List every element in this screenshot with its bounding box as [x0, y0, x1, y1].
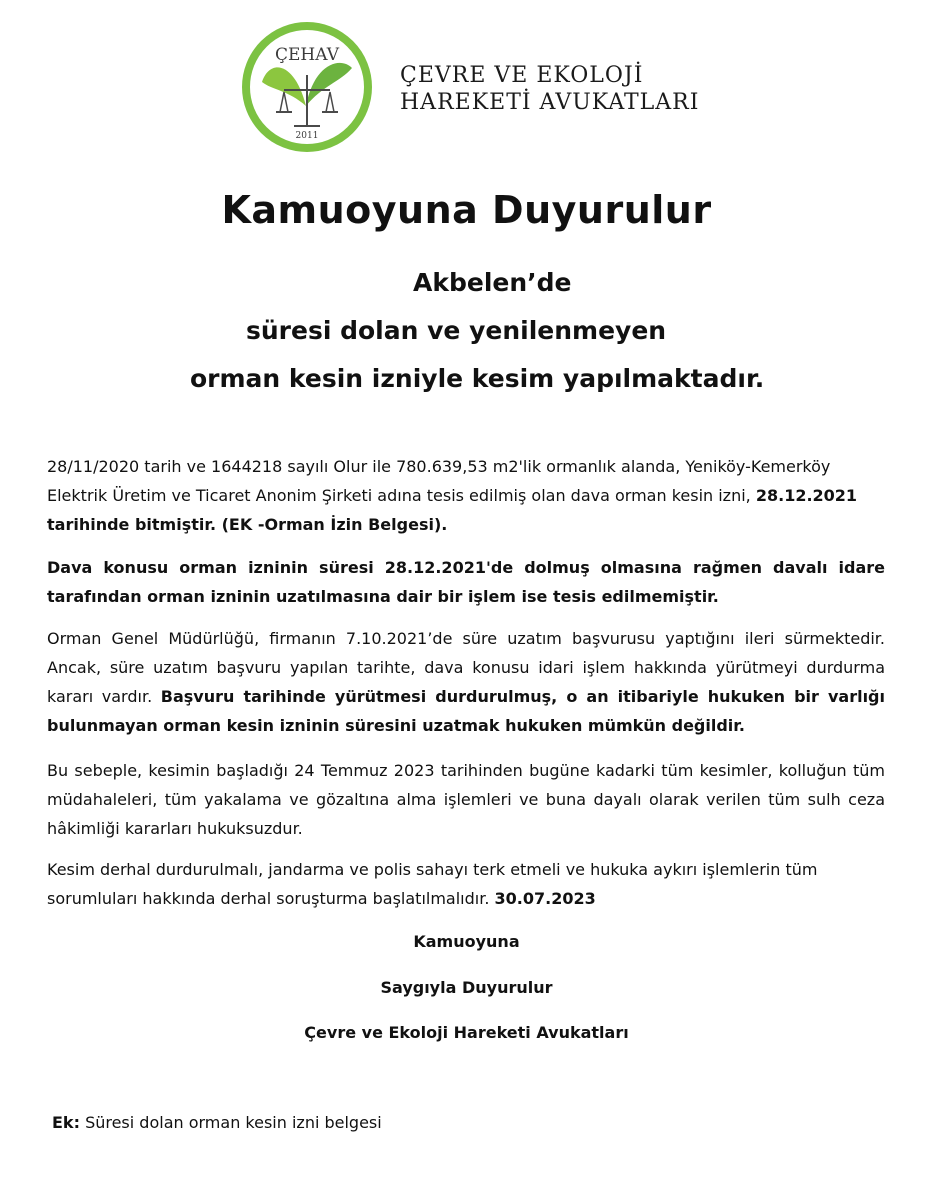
- org-name-line2: HAREKETİ AVUKATLARI: [400, 90, 700, 115]
- paragraph-4: [47, 756, 885, 843]
- paragraph-1: [47, 452, 885, 539]
- attachment-text: Süresi dolan orman kesin izni belgesi: [85, 1113, 382, 1132]
- attachment-note: [52, 1113, 382, 1132]
- logo-text: ÇEHAV: [275, 45, 339, 65]
- logo-year: 2011: [295, 131, 319, 141]
- organization-name: [400, 62, 699, 116]
- letterhead: [240, 20, 700, 155]
- paragraph-4-text: Bu sebeple, kesimin başladığı 24 Temmuz 2023 tarihinden bugüne kadarki tüm kesimler, kolluğun tüm müdahaleleri, tüm yakalama ve gözaltına alma işlemleri ve buna dayalı olarak verilen tüm sulh ceza hâkimliği kararları hukuksuzdur.: [47, 761, 885, 838]
- signature-line1: Kamuoyuna: [413, 932, 520, 951]
- cehav-logo: [240, 20, 374, 154]
- subtitle-line3: orman kesin izniyle kesim yapılmaktadır.: [190, 364, 765, 393]
- paragraph-3: [47, 624, 885, 740]
- paragraph-5: [47, 855, 885, 913]
- paragraph-1-bold: 28.12.2021 tarihinde bitmiştir. (EK -Orman İzin Belgesi).: [47, 486, 858, 534]
- document-title: Kamuoyuna Duyurulur: [221, 188, 712, 232]
- subtitle-line2: süresi dolan ve yenilenmeyen: [246, 316, 667, 345]
- paragraph-2: [47, 553, 885, 611]
- paragraph-3-text: Orman Genel Müdürlüğü, firmanın 7.10.2021’de süre uzatım başvurusu yaptığını ileri sürmektedir. Ancak, süre uzatım başvuru yapılan tarihte, dava konusu idari işlem hakkında yürütmeyi durdurma kararı vardır.: [47, 629, 885, 706]
- paragraph-3-bold: Başvuru tarihinde yürütmesi durdurulmuş, o an itibariyle hukuken bir varlığı bulunmayan orman kesin izninin süresini uzatmak hukuken mümkün değildir.: [47, 687, 885, 735]
- subtitle-line1: Akbelen’de: [413, 268, 572, 297]
- paragraph-5-date: 30.07.2023: [494, 889, 596, 908]
- attachment-label: Ek:: [52, 1113, 80, 1132]
- signature-line2: Saygıyla Duyurulur: [380, 978, 553, 997]
- signature-line3: Çevre ve Ekoloji Hareketi Avukatları: [304, 1023, 629, 1042]
- org-name-line1: ÇEVRE VE EKOLOJİ: [400, 63, 644, 88]
- paragraph-1-text: 28/11/2020 tarih ve 1644218 sayılı Olur ile 780.639,53 m2'lik ormanlık alanda, Yeniköy-Kemerköy Elektrik Üretim ve Ticaret Anonim Şirketi adına tesis edilmiş olan dava orman kesin izni,: [47, 457, 831, 505]
- paragraph-5-text: Kesim derhal durdurulmalı, jandarma ve polis sahayı terk etmeli ve hukuka aykırı işlemlerin tüm sorumluları hakkında derhal soruşturma başlatılmalıdır.: [47, 860, 818, 908]
- paragraph-2-bold: Dava konusu orman izninin süresi 28.12.2021'de dolmuş olmasına rağmen davalı idare tarafından orman izninin uzatılmasına dair bir işlem ise tesis edilmemiştir.: [47, 558, 885, 606]
